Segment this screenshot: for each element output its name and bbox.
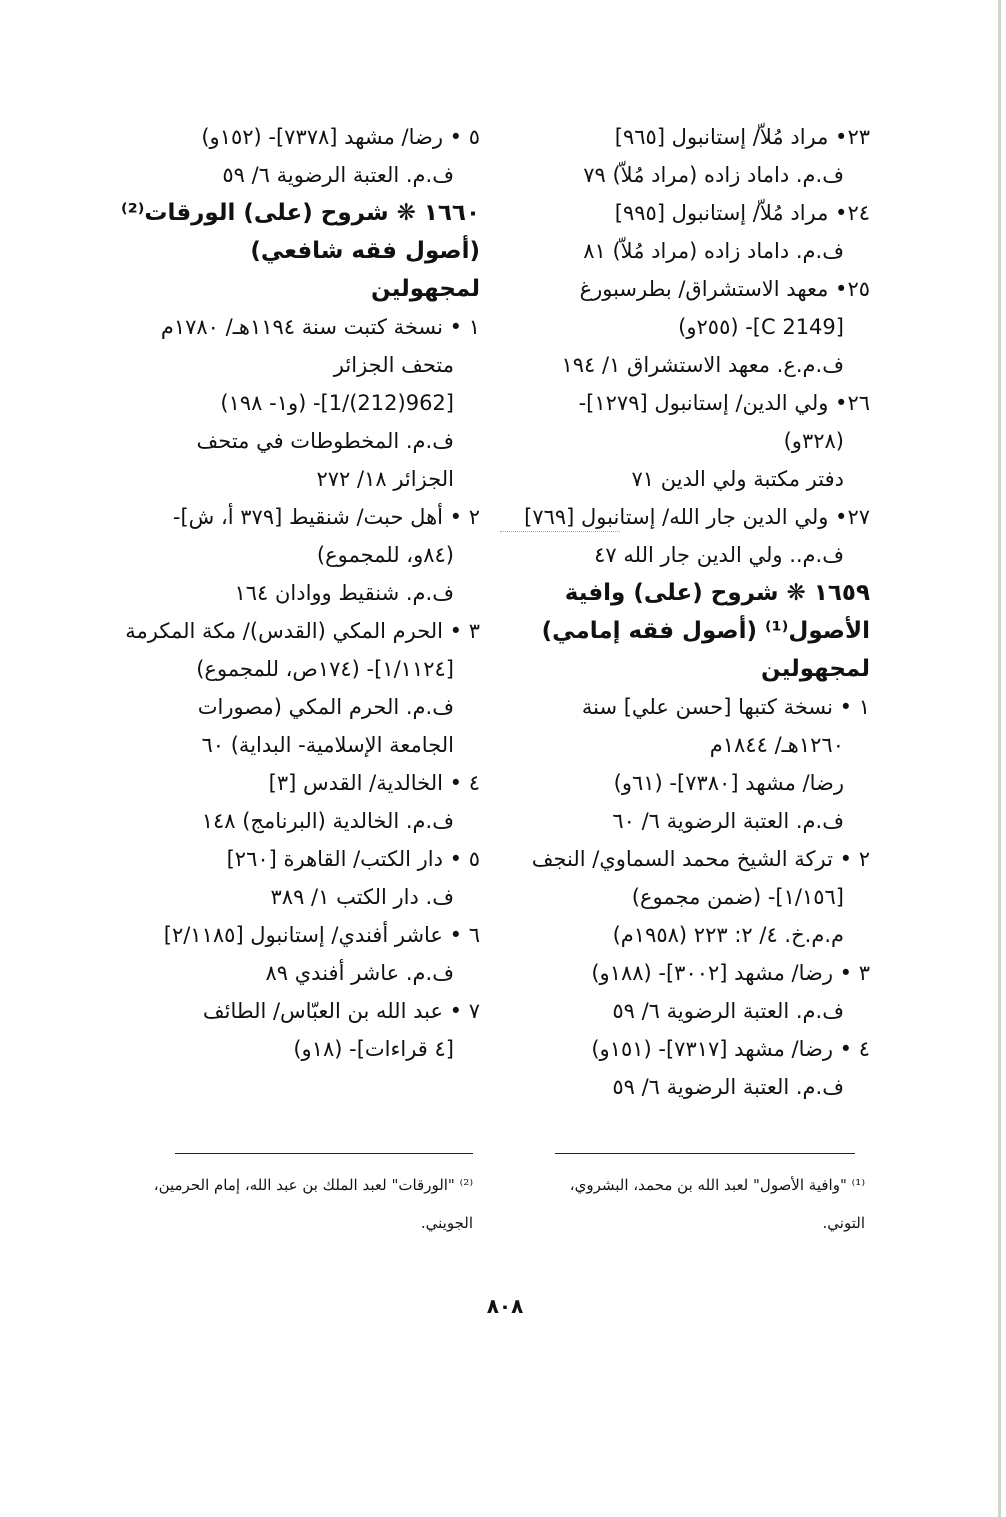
entry-text-line: ٤ • الخالدية/ القدس [٣] (268, 771, 480, 795)
entry-heading-line: (أصول فقه شافعي) (250, 238, 480, 264)
entry-text-line: ف. دار الكتب ١/ ٣٨٩ (270, 885, 454, 909)
footnote-left (135, 1166, 473, 1242)
entry-text-line: دفتر مكتبة ولي الدين ٧١ (631, 467, 844, 491)
entry-text-line: ١ • نسخة كتبت سنة ١١٩٤هـ/ ١٧٨٠م (160, 315, 480, 339)
footnote-right (520, 1166, 865, 1242)
entry-text-line: ٢ • أهل حبت/ شنقيط [٣٧٩ أ، ش]- (172, 505, 480, 529)
entry-text-line: ٢٧• ولي الدين جار الله/ إستانبول [٧٦٩] (524, 505, 870, 529)
footnote-separator-right (555, 1153, 855, 1154)
entry-heading-line: ١٦٥٩ ❋ شروح (على) وافية (564, 580, 870, 606)
entry-text-line: متحف الجزائر (333, 353, 454, 377)
entry-text-line: (٨٤و، للمجموع) (316, 543, 454, 567)
right-text-column (522, 118, 870, 1106)
entry-text-line: ١٢٦٠هـ/ ١٨٤٤م (709, 733, 844, 757)
entry-text-line: ف.م. العتبة الرضوية ٦/ ٦٠ (612, 809, 844, 833)
entry-text-line: ف.م. الخالدية (البرنامج) ١٤٨ (201, 809, 454, 833)
entry-text-line: ف.م. داماد زاده (مراد مُلاّ) ٧٩ (583, 163, 844, 187)
entry-text-line: ٧ • عبد الله بن العبّاس/ الطائف (202, 999, 480, 1023)
entry-text-line: (٣٢٨و) (783, 429, 844, 453)
entry-text-line: ٣ • رضا/ مشهد [٣٠٠٢]- (١٨٨و) (591, 961, 870, 985)
entry-text-line: [١/١١٢٤]- (١٧٤ص، للمجموع) (196, 657, 454, 681)
footnote-line: ⁽¹⁾ "وافية الأصول" لعبد الله بن محمد، البشروي، (569, 1176, 865, 1194)
entry-text-line: الجامعة الإسلامية- البداية) ٦٠ (201, 733, 454, 757)
entry-text-line: الجزائر ١٨/ ٢٧٢ (316, 467, 454, 491)
entry-text-line: [962(212)/1]- (و١- ١٩٨) (220, 391, 454, 415)
entry-heading-line: لمجهولين (761, 656, 870, 682)
entry-text-line: ١ • نسخة كتبها [حسن علي] سنة (581, 695, 870, 719)
entry-text-line: ٢٦• ولي الدين/ إستانبول [١٢٧٩]- (578, 391, 870, 415)
entry-text-line: [١/١٥٦]- (ضمن مجموع) (631, 885, 844, 909)
entry-heading-line: الأصول⁽¹⁾ (أصول فقه إمامي) (541, 618, 870, 644)
entry-heading-line: ١٦٦٠ ❋ شروح (على) الورقات⁽²⁾ (121, 200, 480, 226)
footnote-line: الجويني. (420, 1214, 473, 1232)
footnote-separator-left (175, 1153, 473, 1154)
entry-text-line: ٢٤• مراد مُلاّ/ إستانبول [٩٩٥] (614, 201, 870, 225)
page-number: ٨٠٨ (486, 1294, 524, 1318)
footnote-line: التوني. (822, 1214, 865, 1232)
entry-text-line: ف.م.ع. معهد الاستشراق ١/ ١٩٤ (561, 353, 844, 377)
entry-text-line: ف.م. الحرم المكي (مصورات (197, 695, 454, 719)
entry-text-line: ف.م. العتبة الرضوية ٦/ ٥٩ (612, 1075, 844, 1099)
entry-text-line: ف.م. شنقيط ووادان ١٦٤ (234, 581, 454, 605)
left-text-column (121, 118, 480, 1068)
scan-edge (998, 0, 1001, 1517)
entry-text-line: ٢٥• معهد الاستشراق/ بطرسبورغ (579, 277, 870, 301)
entry-text-line: ف.م.. ولي الدين جار الله ٤٧ (594, 543, 844, 567)
entry-text-line: ٢ • تركة الشيخ محمد السماوي/ النجف (531, 847, 870, 871)
entry-text-line: رضا/ مشهد [٧٣٨٠]- (٦١و) (613, 771, 844, 795)
entry-text-line: ٥ • رضا/ مشهد [٧٣٧٨]- (١٥٢و) (201, 125, 480, 149)
entry-text-line: ف.م. داماد زاده (مراد مُلاّ) ٨١ (583, 239, 844, 263)
entry-text-line: ف.م. العتبة الرضوية ٦/ ٥٩ (222, 163, 454, 187)
entry-text-line: ف.م. عاشر أفندي ٨٩ (265, 961, 454, 985)
entry-text-line: ٤ • رضا/ مشهد [٧٣١٧]- (١٥١و) (591, 1037, 870, 1061)
entry-text-line: [C 2149]- (٢٥٥و) (678, 315, 844, 339)
entry-text-line: ٢٣• مراد مُلاّ/ إستانبول [٩٦٥] (614, 125, 870, 149)
entry-text-line: ٦ • عاشر أفندي/ إستانبول [٢/١١٨٥] (163, 923, 480, 947)
footnote-line: ⁽²⁾ "الورقات" لعبد الملك بن عبد الله، إمام الحرمين، (153, 1176, 473, 1194)
entry-heading-line: لمجهولين (371, 276, 480, 302)
entry-text-line: ٣ • الحرم المكي (القدس)/ مكة المكرمة (125, 619, 480, 643)
entry-text-line: ٥ • دار الكتب/ القاهرة [٢٦٠] (226, 847, 480, 871)
entry-text-line: [٤ قراءات]- (١٨و) (293, 1037, 454, 1061)
entry-text-line: م.م.خ. ٤/ ٢: ٢٢٣ (١٩٥٨م) (612, 923, 844, 947)
entry-text-line: ف.م. العتبة الرضوية ٦/ ٥٩ (612, 999, 844, 1023)
entry-text-line: ف.م. المخطوطات في متحف (196, 429, 454, 453)
